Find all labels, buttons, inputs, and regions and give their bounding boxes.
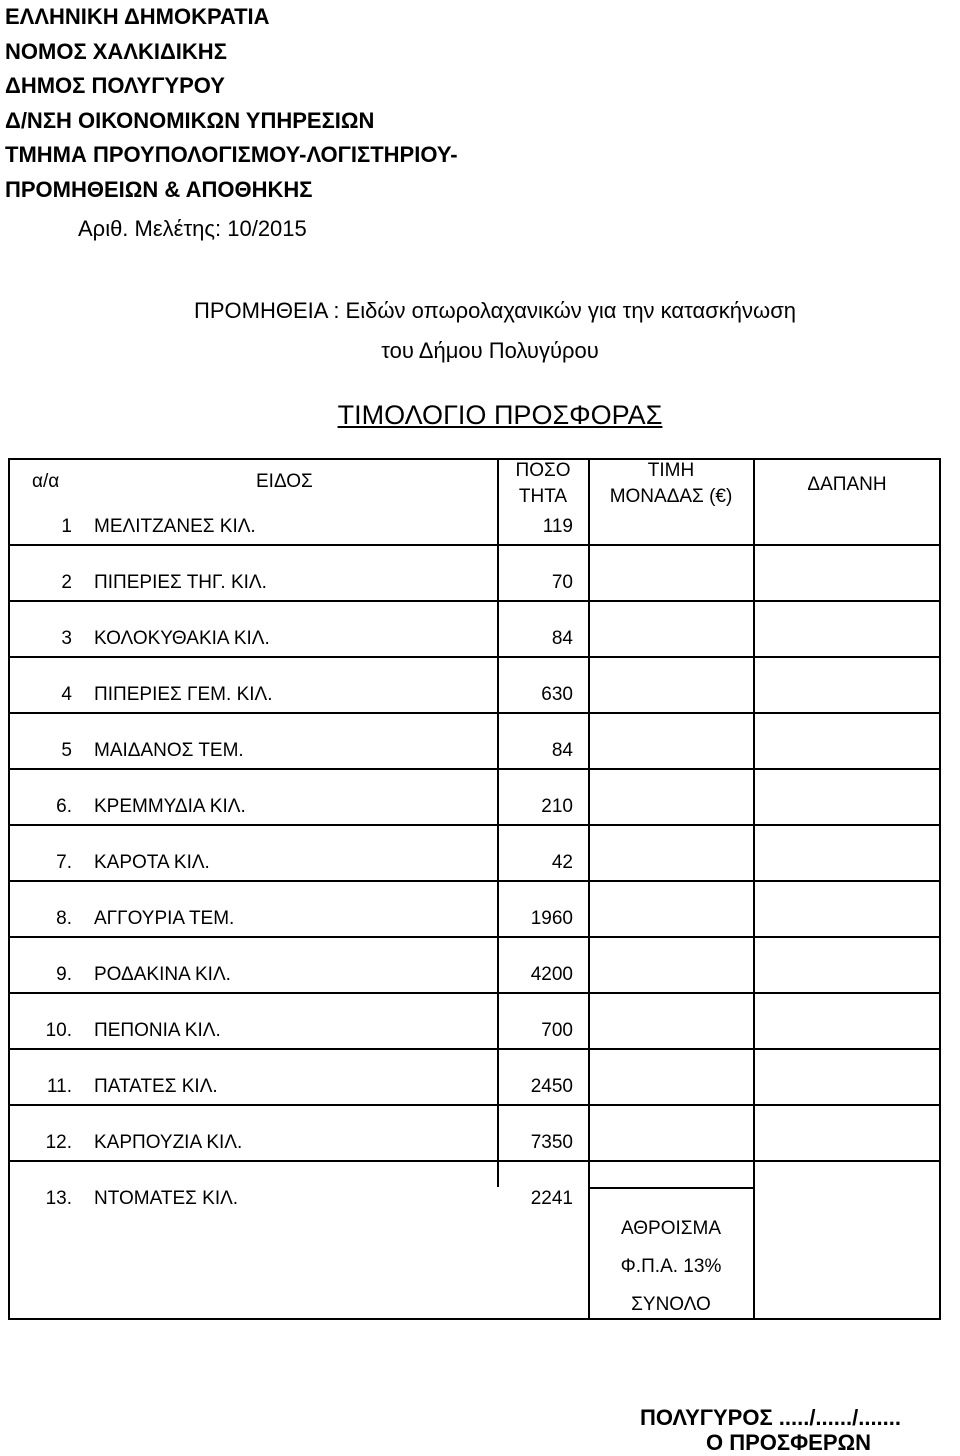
- header-line-2: ΝΟΜΟΣ ΧΑΛΚΙΔΙΚΗΣ: [5, 38, 227, 64]
- row-quantity: 7350: [530, 1132, 573, 1153]
- header-line-4: Δ/ΝΣΗ ΟΙΚΟΝΟΜΙΚΩΝ ΥΠΗΡΕΣΙΩΝ: [5, 107, 375, 133]
- header-line-6: ΠΡΟΜΗΘΕΙΩΝ & ΑΠΟΘΗΚΗΣ: [5, 176, 313, 202]
- row-separator: [10, 656, 939, 658]
- row-number: 8.: [56, 908, 72, 929]
- row-separator: [10, 1048, 939, 1050]
- totals-sum-label: ΑΘΡΟΙΣΜΑ: [620, 1218, 722, 1239]
- row-number: 13.: [45, 1188, 72, 1209]
- row-quantity: 700: [541, 1020, 573, 1041]
- col-divider-cost: [753, 460, 755, 1318]
- row-item: ΚΑΡΠΟΥΖΙΑ ΚΙΛ.: [94, 1132, 243, 1153]
- row-number: 6.: [56, 796, 72, 817]
- row-quantity: 2241: [530, 1188, 573, 1209]
- row-quantity: 70: [551, 572, 573, 593]
- row-item: ΝΤΟΜΑΤΕΣ ΚΙΛ.: [94, 1188, 239, 1209]
- row-quantity: 1960: [530, 908, 573, 929]
- row-quantity: 630: [541, 684, 573, 705]
- row-item: ΠΙΠΕΡΙΕΣ ΓΕΜ. ΚΙΛ.: [94, 684, 273, 705]
- col-divider-price: [588, 460, 590, 1318]
- header-price-2: ΜΟΝΑΔΑΣ (€): [609, 486, 733, 507]
- row-separator: [10, 824, 939, 826]
- row-number: 1: [61, 516, 72, 537]
- bidder-signature-label: Ο ΠΡΟΣΦΕΡΩΝ: [706, 1430, 872, 1455]
- procurement-line-1: ΠΡΟΜΗΘΕΙΑ : Ειδών οπωρολαχανικών για την κατασκήνωση: [193, 298, 797, 323]
- row-quantity: 84: [551, 628, 573, 649]
- row-number: 10.: [45, 1020, 72, 1041]
- row-separator: [10, 544, 939, 546]
- row-separator: [10, 880, 939, 882]
- header-line-5: ΤΜΗΜΑ ΠΡΟΥΠΟΛΟΓΙΣΜΟΥ-ΛΟΓΙΣΤΗΡΙΟΥ-: [5, 142, 458, 167]
- row-separator: [10, 992, 939, 994]
- row-number: 9.: [56, 964, 72, 985]
- row-quantity: 84: [551, 740, 573, 761]
- header-qty-2: ΤΗΤΑ: [518, 486, 568, 507]
- row-item: ΚΡΕΜΜΥΔΙΑ ΚΙΛ.: [94, 796, 246, 817]
- row-item: ΠΙΠΕΡΙΕΣ ΤΗΓ. ΚΙΛ.: [94, 572, 267, 593]
- totals-top-line: [588, 1187, 753, 1189]
- row-quantity: 119: [542, 516, 573, 537]
- header-qty-1: ΠΟΣΟ: [515, 460, 571, 481]
- row-number: 11.: [46, 1076, 72, 1097]
- row-number: 7.: [56, 852, 72, 873]
- row-separator: [10, 936, 939, 938]
- row-item: ΡΟΔΑΚΙΝΑ ΚΙΛ.: [94, 964, 231, 985]
- row-separator: [10, 768, 939, 770]
- header-aa: α/α: [32, 471, 60, 492]
- row-separator: [10, 1104, 939, 1106]
- row-quantity: 2450: [530, 1076, 573, 1097]
- header-price-1: ΤΙΜΗ: [647, 460, 695, 481]
- row-separator: [10, 600, 939, 602]
- page-title: ΤΙΜΟΛΟΓΙΟ ΠΡΟΣΦΟΡΑΣ: [337, 400, 663, 430]
- row-item: ΠΑΤΑΤΕΣ ΚΙΛ.: [94, 1076, 218, 1097]
- row-item: ΠΕΠΟΝΙΑ ΚΙΛ.: [94, 1020, 221, 1041]
- row-separator: [10, 712, 939, 714]
- row-number: 5: [61, 740, 72, 761]
- row-number: 4: [61, 684, 72, 705]
- row-number: 2: [61, 572, 72, 593]
- row-separator: [10, 1160, 939, 1162]
- row-item: ΜΑΙΔΑΝΟΣ ΤΕΜ.: [94, 740, 244, 761]
- header-line-1: ΕΛΛΗΝΙΚΗ ΔΗΜΟΚΡΑΤΙΑ: [5, 4, 270, 29]
- place-date-line: ΠΟΛΥΓΥΡΟΣ ...../....../.......: [640, 1405, 902, 1430]
- row-quantity: 42: [551, 852, 573, 873]
- row-item: ΚΟΛΟΚΥΘΑΚΙΑ ΚΙΛ.: [94, 628, 270, 649]
- row-item: ΑΓΓΟΥΡΙΑ ΤΕΜ.: [94, 908, 235, 929]
- study-number: Αριθ. Μελέτης: 10/2015: [78, 216, 307, 241]
- row-quantity: 4200: [530, 964, 573, 985]
- offer-table: [8, 458, 941, 1320]
- header-block: [5, 0, 458, 207]
- header-item: ΕΙΔΟΣ: [256, 471, 313, 492]
- row-quantity: 210: [541, 796, 573, 817]
- row-number: 12.: [45, 1132, 72, 1153]
- totals-total-label: ΣΥΝΟΛΟ: [631, 1294, 711, 1315]
- totals-vat-label: Φ.Π.Α. 13%: [620, 1256, 722, 1277]
- row-item: ΚΑΡΟΤΑ ΚΙΛ.: [94, 852, 210, 873]
- procurement-line-2: του Δήμου Πολυγύρου: [381, 338, 599, 363]
- header-line-3: ΔΗΜΟΣ ΠΟΛΥΓΥΡΟΥ: [5, 73, 225, 98]
- header-cost: ΔΑΠΑΝΗ: [807, 474, 887, 495]
- row-item: ΜΕΛΙΤΖΑΝΕΣ ΚΙΛ.: [94, 516, 256, 537]
- row-number: 3: [61, 628, 72, 649]
